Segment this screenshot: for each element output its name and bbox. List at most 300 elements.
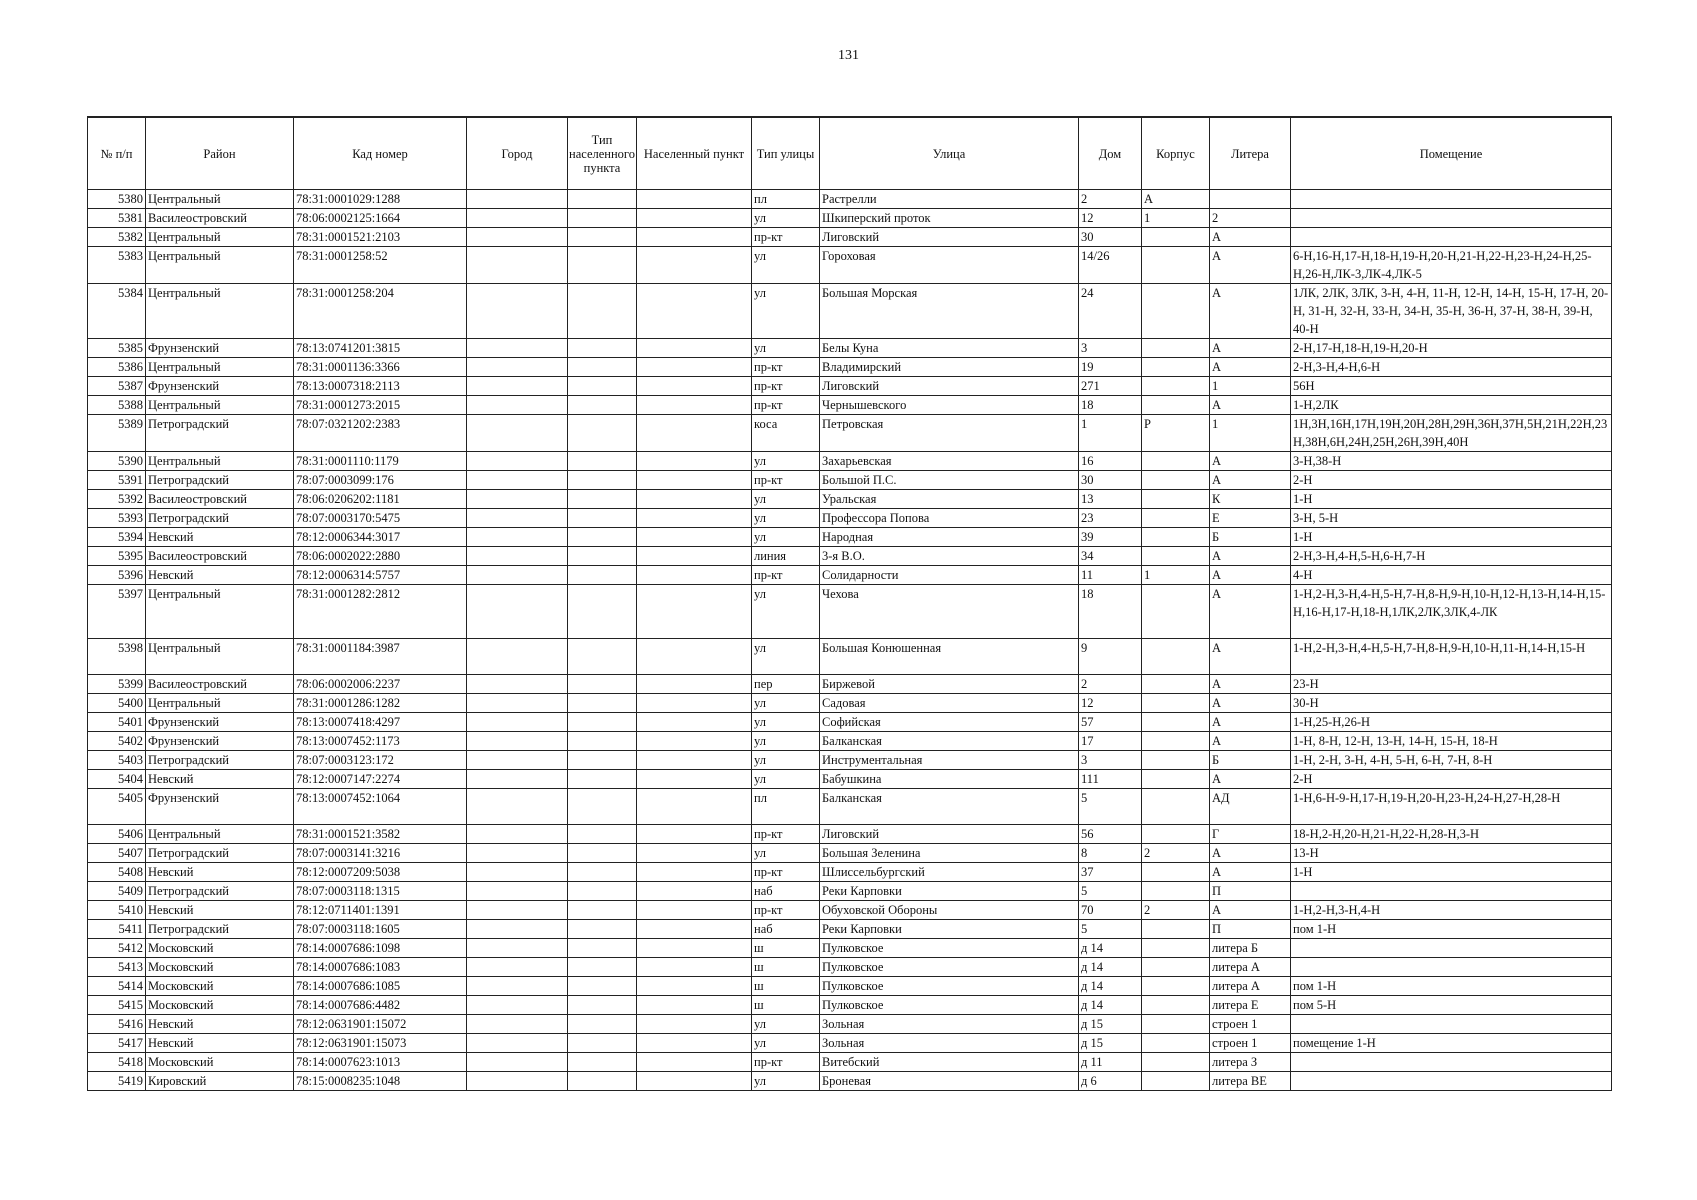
cell-korpus: [1142, 995, 1210, 1014]
cell-korpus: [1142, 957, 1210, 976]
cell-street: Балканская: [820, 788, 1079, 824]
cell-street: Петровская: [820, 415, 1079, 452]
cell-district: Московский: [146, 957, 294, 976]
cell-street-type: ул: [752, 843, 820, 862]
cell-street: Большая Морская: [820, 284, 1079, 339]
cell-cadastral-number: 78:14:0007686:4482: [294, 995, 467, 1014]
cell-locality-type: [568, 881, 637, 900]
table-row: [88, 938, 1612, 957]
header-cell-premises: Помещение: [1291, 117, 1612, 190]
table-row: [88, 995, 1612, 1014]
cell-street: Большой П.С.: [820, 471, 1079, 490]
cell-locality: [637, 509, 752, 528]
cell-premises: пом 5-Н: [1291, 995, 1612, 1014]
table-row: [88, 900, 1612, 919]
cell-locality-type: [568, 769, 637, 788]
table-row: [88, 750, 1612, 769]
cell-number: 5400: [88, 693, 146, 712]
cell-street-type: ул: [752, 452, 820, 471]
cell-number: 5399: [88, 674, 146, 693]
cell-street-type: ул: [752, 284, 820, 339]
table-row: [88, 471, 1612, 490]
cell-litera: Г: [1210, 824, 1291, 843]
cell-number: 5406: [88, 824, 146, 843]
cell-premises: 1-Н,6-Н-9-Н,17-Н,19-Н,20-Н,23-Н,24-Н,27-Н,28-Н: [1291, 788, 1612, 824]
cell-district: Невский: [146, 1033, 294, 1052]
cell-district: Фрунзенский: [146, 788, 294, 824]
cell-city: [467, 471, 568, 490]
cell-street-type: ул: [752, 731, 820, 750]
cell-street: Биржевой: [820, 674, 1079, 693]
cell-number: 5387: [88, 377, 146, 396]
cell-cadastral-number: 78:07:0003123:172: [294, 750, 467, 769]
table-row: [88, 638, 1612, 674]
cell-street: Броневая: [820, 1071, 1079, 1090]
cell-premises: 23-Н: [1291, 674, 1612, 693]
cell-district: Фрунзенский: [146, 731, 294, 750]
cell-street-type: ул: [752, 712, 820, 731]
cell-street: Захарьевская: [820, 452, 1079, 471]
cell-locality: [637, 209, 752, 228]
cell-korpus: Р: [1142, 415, 1210, 452]
cell-city: [467, 1014, 568, 1033]
cell-locality-type: [568, 1033, 637, 1052]
cell-city: [467, 881, 568, 900]
cell-litera: А: [1210, 862, 1291, 881]
cell-korpus: [1142, 769, 1210, 788]
cell-locality-type: [568, 788, 637, 824]
cell-cadastral-number: 78:31:0001521:3582: [294, 824, 467, 843]
cell-street: Садовая: [820, 693, 1079, 712]
table-row: [88, 509, 1612, 528]
cell-cadastral-number: 78:31:0001110:1179: [294, 452, 467, 471]
cell-house: 30: [1079, 228, 1142, 247]
cell-street: Обуховской Обороны: [820, 900, 1079, 919]
cell-street: Лиговский: [820, 228, 1079, 247]
table-row: [88, 1071, 1612, 1090]
cell-litera: строен 1: [1210, 1014, 1291, 1033]
cell-locality: [637, 976, 752, 995]
cell-street: Чехова: [820, 585, 1079, 639]
cell-district: Василеостровский: [146, 209, 294, 228]
cell-street: Уральская: [820, 490, 1079, 509]
cell-korpus: [1142, 247, 1210, 284]
cell-locality: [637, 712, 752, 731]
cell-locality-type: [568, 209, 637, 228]
cell-district: Московский: [146, 995, 294, 1014]
cell-premises: 3-Н, 5-Н: [1291, 509, 1612, 528]
cell-locality-type: [568, 824, 637, 843]
cell-litera: А: [1210, 900, 1291, 919]
cell-number: 5382: [88, 228, 146, 247]
cell-street: Белы Куна: [820, 339, 1079, 358]
cell-locality-type: [568, 415, 637, 452]
cell-cadastral-number: 78:31:0001029:1288: [294, 190, 467, 209]
cell-street: Балканская: [820, 731, 1079, 750]
cell-premises: [1291, 1071, 1612, 1090]
header-cell-litera: Литера: [1210, 117, 1291, 190]
cell-litera: литера Е: [1210, 995, 1291, 1014]
cell-number: 5404: [88, 769, 146, 788]
table-row: [88, 339, 1612, 358]
table-row: [88, 769, 1612, 788]
cell-number: 5393: [88, 509, 146, 528]
cell-district: Кировский: [146, 1071, 294, 1090]
cell-house: 16: [1079, 452, 1142, 471]
cell-locality: [637, 228, 752, 247]
cell-street: Профессора Попова: [820, 509, 1079, 528]
cell-locality: [637, 471, 752, 490]
cell-premises: 13-Н: [1291, 843, 1612, 862]
cell-city: [467, 938, 568, 957]
cell-street: Большая Конюшенная: [820, 638, 1079, 674]
cell-district: Московский: [146, 976, 294, 995]
cell-litera: А: [1210, 693, 1291, 712]
cell-litera: А: [1210, 471, 1291, 490]
cell-number: 5409: [88, 881, 146, 900]
table-row: [88, 247, 1612, 284]
cell-locality-type: [568, 358, 637, 377]
cell-district: Фрунзенский: [146, 339, 294, 358]
cell-street-type: ул: [752, 1014, 820, 1033]
cell-premises: [1291, 228, 1612, 247]
cell-street-type: линия: [752, 547, 820, 566]
table-header: [88, 117, 1612, 190]
cell-city: [467, 1033, 568, 1052]
cell-litera: литера ВЕ: [1210, 1071, 1291, 1090]
cell-city: [467, 976, 568, 995]
cell-street-type: ш: [752, 938, 820, 957]
cell-locality: [637, 1071, 752, 1090]
cell-district: Центральный: [146, 638, 294, 674]
cell-litera: А: [1210, 284, 1291, 339]
cell-number: 5380: [88, 190, 146, 209]
cell-number: 5384: [88, 284, 146, 339]
cell-korpus: [1142, 712, 1210, 731]
cell-korpus: [1142, 824, 1210, 843]
cell-street: Владимирский: [820, 358, 1079, 377]
cell-locality-type: [568, 452, 637, 471]
cell-district: Фрунзенский: [146, 712, 294, 731]
cell-street: Лиговский: [820, 824, 1079, 843]
cell-korpus: [1142, 693, 1210, 712]
cell-premises: 1ЛК, 2ЛК, 3ЛК, 3-Н, 4-Н, 11-Н, 12-Н, 14-Н, 15-Н, 17-Н, 20-Н, 31-Н, 32-Н, 33-Н, 34-Н, 35-Н, 36-Н, 37-Н, 38-Н, 39-Н, 40-Н: [1291, 284, 1612, 339]
cell-premises: 1-Н: [1291, 862, 1612, 881]
cell-locality-type: [568, 693, 637, 712]
cell-street-type: пр-кт: [752, 900, 820, 919]
cell-house: 24: [1079, 284, 1142, 339]
cell-house: 17: [1079, 731, 1142, 750]
cell-street: Лиговский: [820, 377, 1079, 396]
cell-street-type: ул: [752, 750, 820, 769]
cell-locality: [637, 415, 752, 452]
cell-litera: литера З: [1210, 1052, 1291, 1071]
cell-litera: П: [1210, 919, 1291, 938]
cell-locality: [637, 247, 752, 284]
cell-district: Центральный: [146, 284, 294, 339]
cell-locality-type: [568, 976, 637, 995]
cell-locality-type: [568, 377, 637, 396]
cell-korpus: [1142, 731, 1210, 750]
cell-house: 2: [1079, 190, 1142, 209]
cell-street: Шкиперский проток: [820, 209, 1079, 228]
table-row: [88, 674, 1612, 693]
cell-cadastral-number: 78:07:0003170:5475: [294, 509, 467, 528]
cell-cadastral-number: 78:31:0001273:2015: [294, 396, 467, 415]
cell-street: Пулковское: [820, 995, 1079, 1014]
cell-locality: [637, 862, 752, 881]
cell-street-type: ул: [752, 585, 820, 639]
cell-number: 5383: [88, 247, 146, 284]
cell-street: Чернышевского: [820, 396, 1079, 415]
cell-korpus: 2: [1142, 900, 1210, 919]
cell-cadastral-number: 78:14:0007686:1085: [294, 976, 467, 995]
cell-premises: [1291, 209, 1612, 228]
cell-korpus: [1142, 1014, 1210, 1033]
cell-cadastral-number: 78:12:0006314:5757: [294, 566, 467, 585]
table-row: [88, 1052, 1612, 1071]
cell-house: 56: [1079, 824, 1142, 843]
cell-house: д 14: [1079, 957, 1142, 976]
cell-korpus: [1142, 284, 1210, 339]
cell-city: [467, 190, 568, 209]
cell-number: 5386: [88, 358, 146, 377]
cell-district: Невский: [146, 528, 294, 547]
cell-korpus: [1142, 976, 1210, 995]
cell-house: 271: [1079, 377, 1142, 396]
cell-premises: 1Н,3Н,16Н,17Н,19Н,20Н,28Н,29Н,36Н,37Н,5Н,21Н,22Н,23Н,38Н,6Н,24Н,25Н,26Н,39Н,40Н: [1291, 415, 1612, 452]
table-row: [88, 862, 1612, 881]
cell-premises: пом 1-Н: [1291, 976, 1612, 995]
cell-city: [467, 693, 568, 712]
table-row: [88, 976, 1612, 995]
cell-cadastral-number: 78:07:0003118:1605: [294, 919, 467, 938]
cell-locality: [637, 824, 752, 843]
cell-locality: [637, 377, 752, 396]
cell-locality-type: [568, 190, 637, 209]
cell-street: Софийская: [820, 712, 1079, 731]
table-row: [88, 693, 1612, 712]
cell-locality-type: [568, 1071, 637, 1090]
cell-cadastral-number: 78:14:0007686:1098: [294, 938, 467, 957]
cell-city: [467, 339, 568, 358]
cell-city: [467, 585, 568, 639]
cell-premises: пом 1-Н: [1291, 919, 1612, 938]
table-row: [88, 881, 1612, 900]
cell-number: 5402: [88, 731, 146, 750]
cell-korpus: [1142, 638, 1210, 674]
cell-locality-type: [568, 509, 637, 528]
cell-street: Пулковское: [820, 938, 1079, 957]
cell-street-type: пр-кт: [752, 566, 820, 585]
cell-premises: 30-Н: [1291, 693, 1612, 712]
cell-district: Невский: [146, 900, 294, 919]
cell-locality-type: [568, 585, 637, 639]
cell-number: 5390: [88, 452, 146, 471]
cell-house: 1: [1079, 415, 1142, 452]
cell-number: 5391: [88, 471, 146, 490]
cell-cadastral-number: 78:12:0006344:3017: [294, 528, 467, 547]
cell-district: Петроградский: [146, 750, 294, 769]
cell-locality-type: [568, 284, 637, 339]
cell-premises: 1-Н,2ЛК: [1291, 396, 1612, 415]
cell-locality-type: [568, 547, 637, 566]
cell-premises: [1291, 1014, 1612, 1033]
cell-house: д 11: [1079, 1052, 1142, 1071]
cell-cadastral-number: 78:31:0001136:3366: [294, 358, 467, 377]
cell-house: 19: [1079, 358, 1142, 377]
cell-street: Пулковское: [820, 957, 1079, 976]
cell-korpus: [1142, 585, 1210, 639]
header-row: [88, 117, 1612, 190]
cell-premises: 2-Н,17-Н,18-Н,19-Н,20-Н: [1291, 339, 1612, 358]
cell-street-type: ул: [752, 693, 820, 712]
cell-litera: Б: [1210, 750, 1291, 769]
cell-cadastral-number: 78:06:0002022:2880: [294, 547, 467, 566]
cell-number: 5416: [88, 1014, 146, 1033]
cell-locality: [637, 339, 752, 358]
header-cell-korpus: Корпус: [1142, 117, 1210, 190]
cell-district: Центральный: [146, 824, 294, 843]
cell-litera: К: [1210, 490, 1291, 509]
cell-district: Центральный: [146, 452, 294, 471]
cell-street-type: пр-кт: [752, 377, 820, 396]
cell-city: [467, 358, 568, 377]
cell-district: Петроградский: [146, 471, 294, 490]
cell-locality: [637, 1052, 752, 1071]
cell-litera: 2: [1210, 209, 1291, 228]
table-row: [88, 957, 1612, 976]
cell-district: Невский: [146, 862, 294, 881]
cell-locality: [637, 957, 752, 976]
cell-number: 5415: [88, 995, 146, 1014]
cell-litera: А: [1210, 769, 1291, 788]
cell-locality: [637, 452, 752, 471]
cell-city: [467, 396, 568, 415]
cell-korpus: [1142, 490, 1210, 509]
cell-city: [467, 862, 568, 881]
header-cell-locality-type: Тип населенного пункта: [568, 117, 637, 190]
cell-house: 13: [1079, 490, 1142, 509]
cell-cadastral-number: 78:06:0002125:1664: [294, 209, 467, 228]
cell-city: [467, 1071, 568, 1090]
header-cell-cadastral-number: Кад номер: [294, 117, 467, 190]
cell-district: Центральный: [146, 190, 294, 209]
cell-district: Московский: [146, 938, 294, 957]
cell-street-type: ул: [752, 209, 820, 228]
cell-litera: А: [1210, 712, 1291, 731]
cell-street: Зольная: [820, 1014, 1079, 1033]
cell-premises: 4-Н: [1291, 566, 1612, 585]
cell-house: 39: [1079, 528, 1142, 547]
cell-premises: 56Н: [1291, 377, 1612, 396]
cell-number: 5417: [88, 1033, 146, 1052]
cell-litera: Б: [1210, 528, 1291, 547]
cell-litera: А: [1210, 547, 1291, 566]
cell-locality: [637, 919, 752, 938]
cell-premises: 1-Н,2-Н,3-Н,4-Н,5-Н,7-Н,8-Н,9-Н,10-Н,11-Н,14-Н,15-Н: [1291, 638, 1612, 674]
cell-premises: 1-Н: [1291, 528, 1612, 547]
cell-cadastral-number: 78:31:0001184:3987: [294, 638, 467, 674]
cell-locality: [637, 284, 752, 339]
cell-street-type: ул: [752, 1033, 820, 1052]
cell-korpus: [1142, 938, 1210, 957]
cell-locality-type: [568, 843, 637, 862]
table-row: [88, 528, 1612, 547]
cell-locality-type: [568, 1052, 637, 1071]
cell-house: 37: [1079, 862, 1142, 881]
cell-street-type: ш: [752, 976, 820, 995]
cell-premises: [1291, 957, 1612, 976]
cell-cadastral-number: 78:12:0711401:1391: [294, 900, 467, 919]
cell-locality-type: [568, 731, 637, 750]
cell-city: [467, 547, 568, 566]
header-cell-locality: Населенный пункт: [637, 117, 752, 190]
cell-house: д 15: [1079, 1014, 1142, 1033]
cell-district: Центральный: [146, 585, 294, 639]
cell-street-type: ул: [752, 490, 820, 509]
cell-number: 5405: [88, 788, 146, 824]
cell-house: д 14: [1079, 938, 1142, 957]
cell-locality-type: [568, 995, 637, 1014]
cell-house: 111: [1079, 769, 1142, 788]
header-cell-district: Район: [146, 117, 294, 190]
cell-number: 5394: [88, 528, 146, 547]
cell-litera: Е: [1210, 509, 1291, 528]
cell-street: Большая Зеленина: [820, 843, 1079, 862]
cell-number: 5418: [88, 1052, 146, 1071]
cell-city: [467, 566, 568, 585]
cell-street-type: пр-кт: [752, 471, 820, 490]
page-number: 131: [838, 48, 859, 63]
cell-city: [467, 638, 568, 674]
cell-city: [467, 995, 568, 1014]
cell-premises: 1-Н: [1291, 490, 1612, 509]
cell-number: 5397: [88, 585, 146, 639]
cell-cadastral-number: 78:14:0007623:1013: [294, 1052, 467, 1071]
cell-korpus: [1142, 396, 1210, 415]
cell-locality: [637, 693, 752, 712]
cell-locality-type: [568, 938, 637, 957]
cell-house: 30: [1079, 471, 1142, 490]
cell-district: Центральный: [146, 228, 294, 247]
cell-district: Невский: [146, 1014, 294, 1033]
cell-korpus: [1142, 862, 1210, 881]
table-row: [88, 788, 1612, 824]
cell-locality: [637, 938, 752, 957]
cell-korpus: [1142, 881, 1210, 900]
cell-number: 5385: [88, 339, 146, 358]
cell-cadastral-number: 78:06:0206202:1181: [294, 490, 467, 509]
table-row: [88, 415, 1612, 452]
cell-locality-type: [568, 528, 637, 547]
cell-locality-type: [568, 919, 637, 938]
cell-cadastral-number: 78:12:0631901:15073: [294, 1033, 467, 1052]
cell-city: [467, 528, 568, 547]
cell-number: 5403: [88, 750, 146, 769]
cell-locality-type: [568, 674, 637, 693]
cell-house: 18: [1079, 585, 1142, 639]
cell-street-type: наб: [752, 881, 820, 900]
cell-city: [467, 490, 568, 509]
cell-cadastral-number: 78:06:0002006:2237: [294, 674, 467, 693]
cell-locality-type: [568, 566, 637, 585]
cell-litera: А: [1210, 339, 1291, 358]
table-row: [88, 490, 1612, 509]
cell-district: Василеостровский: [146, 490, 294, 509]
cell-street-type: ул: [752, 638, 820, 674]
cell-house: 11: [1079, 566, 1142, 585]
